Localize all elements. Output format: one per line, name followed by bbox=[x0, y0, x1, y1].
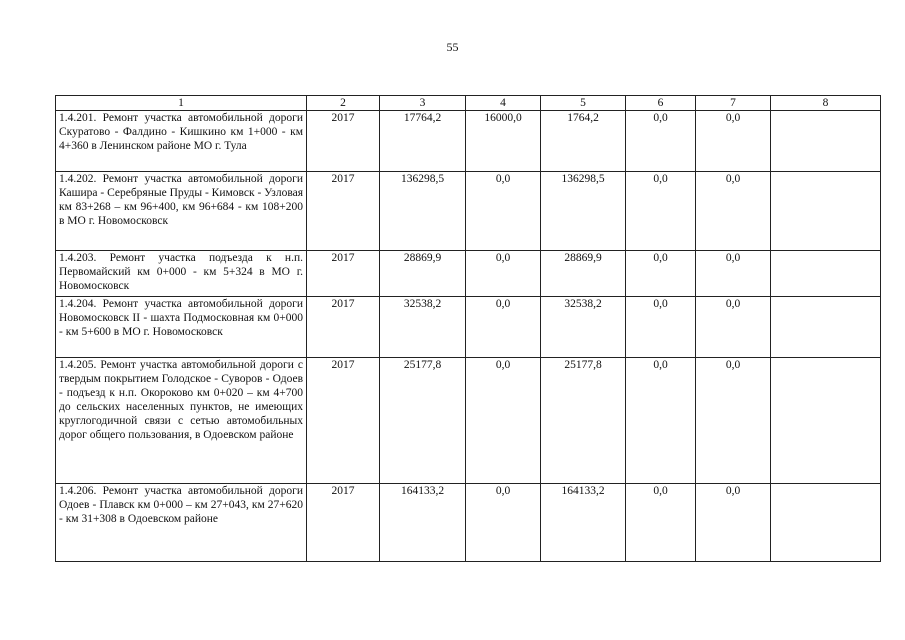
row-col6-value: 0,0 bbox=[626, 358, 696, 484]
table-row bbox=[56, 484, 881, 562]
row-description: 1.4.203. Ремонт участка подъезда к н.п. Первомайский км 0+000 - км 5+324 в МО г. Новомосковск bbox=[56, 251, 307, 297]
row-col6-value: 0,0 bbox=[626, 172, 696, 251]
row-col6-value: 0,0 bbox=[626, 297, 696, 358]
row-col8-value bbox=[771, 172, 881, 251]
row-col4-value: 0,0 bbox=[466, 297, 541, 358]
row-description: 1.4.201. Ремонт участка автомобильной дороги Скуратово - Фалдино - Кишкино км 1+000 - км 4+360 в Ленинском районе МО г. Тула bbox=[56, 111, 307, 172]
row-col7-value: 0,0 bbox=[696, 111, 771, 172]
row-description: 1.4.205. Ремонт участка автомобильной дороги с твердым покрытием Голодское - Суворов - Одоев - подъезд к н.п. Окороково км 0+020 – км 4+700 до сельских населенных пунктов, не имеющих круглогодичной связи с сетью автомобильных дорог общего пользования, в Одоевском районе bbox=[56, 358, 307, 484]
header-row bbox=[56, 96, 881, 111]
row-col5-value: 25177,8 bbox=[541, 358, 626, 484]
row-col7-value: 0,0 bbox=[696, 358, 771, 484]
row-col6-value: 0,0 bbox=[626, 251, 696, 297]
row-col7-value: 0,0 bbox=[696, 297, 771, 358]
row-col4-value: 0,0 bbox=[466, 251, 541, 297]
column-header-5: 5 bbox=[541, 96, 626, 111]
row-col3-value: 17764,2 bbox=[380, 111, 466, 172]
row-year: 2017 bbox=[307, 111, 380, 172]
row-col4-value: 0,0 bbox=[466, 172, 541, 251]
budget-table bbox=[55, 95, 881, 562]
row-year: 2017 bbox=[307, 251, 380, 297]
row-col8-value bbox=[771, 251, 881, 297]
row-col7-value: 0,0 bbox=[696, 484, 771, 562]
row-col5-value: 1764,2 bbox=[541, 111, 626, 172]
row-col8-value bbox=[771, 484, 881, 562]
row-col3-value: 136298,5 bbox=[380, 172, 466, 251]
row-col3-value: 164133,2 bbox=[380, 484, 466, 562]
column-header-6: 6 bbox=[626, 96, 696, 111]
row-col7-value: 0,0 bbox=[696, 172, 771, 251]
column-header-2: 2 bbox=[307, 96, 380, 111]
row-col8-value bbox=[771, 297, 881, 358]
table-row bbox=[56, 251, 881, 297]
row-col3-value: 32538,2 bbox=[380, 297, 466, 358]
row-col6-value: 0,0 bbox=[626, 111, 696, 172]
column-header-8: 8 bbox=[771, 96, 881, 111]
row-description: 1.4.204. Ремонт участка автомобильной дороги Новомосковск II - шахта Подмосковная км 0+000 - км 5+600 в МО г. Новомосковск bbox=[56, 297, 307, 358]
table-row bbox=[56, 297, 881, 358]
row-description: 1.4.206. Ремонт участка автомобильной дороги Одоев - Плавск км 0+000 – км 27+043, км 27+620 - км 31+308 в Одоевском районе bbox=[56, 484, 307, 562]
row-col5-value: 164133,2 bbox=[541, 484, 626, 562]
row-year: 2017 bbox=[307, 484, 380, 562]
row-col4-value: 0,0 bbox=[466, 484, 541, 562]
page-number: 55 bbox=[446, 40, 459, 54]
row-col8-value bbox=[771, 111, 881, 172]
row-col8-value bbox=[771, 358, 881, 484]
column-header-4: 4 bbox=[466, 96, 541, 111]
row-col4-value: 0,0 bbox=[466, 358, 541, 484]
row-col6-value: 0,0 bbox=[626, 484, 696, 562]
row-year: 2017 bbox=[307, 172, 380, 251]
column-header-7: 7 bbox=[696, 96, 771, 111]
table-row bbox=[56, 111, 881, 172]
row-year: 2017 bbox=[307, 358, 380, 484]
row-col4-value: 16000,0 bbox=[466, 111, 541, 172]
row-description: 1.4.202. Ремонт участка автомобильной дороги Кашира - Серебряные Пруды - Кимовск - Узловая км 83+268 – км 96+400, км 96+684 - км 108+200 в МО г. Новомосковск bbox=[56, 172, 307, 251]
row-col5-value: 32538,2 bbox=[541, 297, 626, 358]
column-header-3: 3 bbox=[380, 96, 466, 111]
table-row bbox=[56, 358, 881, 484]
row-col3-value: 28869,9 bbox=[380, 251, 466, 297]
column-header-1: 1 bbox=[56, 96, 307, 111]
row-col5-value: 136298,5 bbox=[541, 172, 626, 251]
row-col7-value: 0,0 bbox=[696, 251, 771, 297]
row-col5-value: 28869,9 bbox=[541, 251, 626, 297]
row-col3-value: 25177,8 bbox=[380, 358, 466, 484]
table-row bbox=[56, 172, 881, 251]
row-year: 2017 bbox=[307, 297, 380, 358]
